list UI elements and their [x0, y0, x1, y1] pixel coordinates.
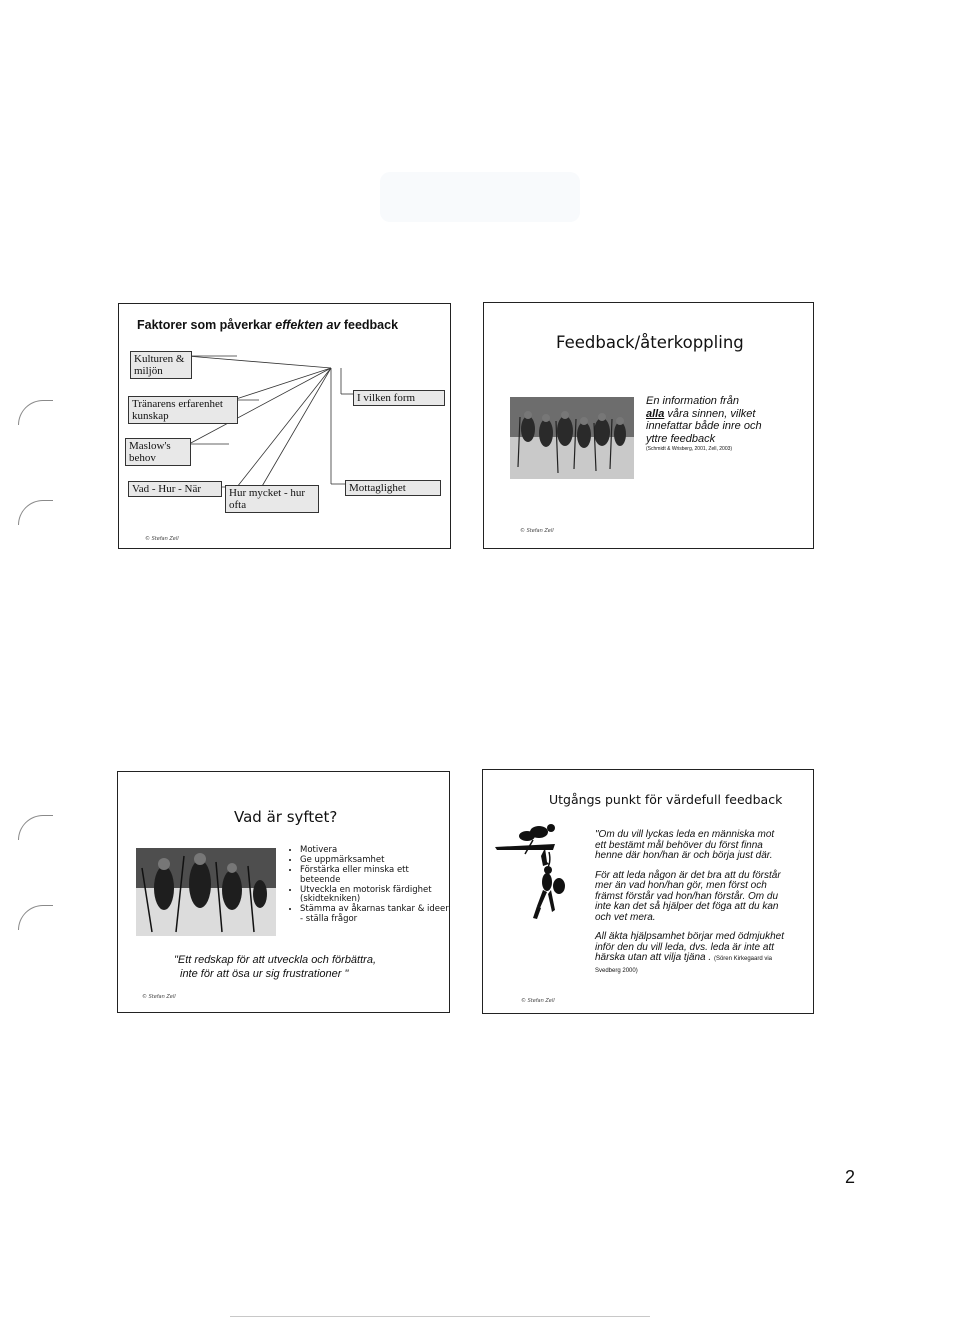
page-number: 2 — [845, 1167, 856, 1187]
slide-copyright: © Stefan Zell — [521, 998, 555, 1004]
kierkegaard-quote: "Om du vill lyckas leda en människa mot ett bestämt mål behöver du först finna henne där hon/han är och börja just där. För att leda någon är det bra att du förstår mer än vad hon/han gör, men först och främst förstår vad hon/han förstår. Om du inte kan det så hjälper det föga att du kan och vet mera. All äkta hjälpsamhet börjar med ödmjukhet inför den du vill leda, dvs. leda är inte att härska utan att vilja tjäna . (Sören Kirkegaard via Svedberg 2000) — [595, 829, 784, 974]
list-item: • Ge uppmärksamhet — [300, 856, 450, 866]
slide-title: Utgångs punkt för värdefull feedback — [549, 792, 783, 807]
slide-copyright: © Stefan Zell — [145, 536, 179, 542]
skiers-group-photo — [510, 397, 634, 479]
box-i-vilken-form: I vilken form — [353, 390, 445, 406]
slide-starting-point — [482, 769, 814, 1014]
box-hur-mycket: Hur mycket - hur ofta — [225, 485, 319, 513]
slide-quote: "Ett redskap för att utveckla och förbättra, inte för att ösa ur sig frustrationer " — [174, 954, 377, 980]
list-item: • Utveckla en motorisk färdighet (skidtekniken) — [300, 886, 450, 905]
climbers-illustration — [493, 820, 579, 930]
scan-bottom-edge — [230, 1316, 650, 1317]
slide-factors — [118, 303, 451, 549]
skiers-photo — [136, 848, 276, 936]
binder-hole-mark — [18, 815, 53, 840]
box-maslow: Maslow's behov — [125, 438, 191, 466]
purpose-list — [286, 846, 450, 925]
slide-purpose — [117, 771, 450, 1013]
binder-hole-mark — [18, 500, 53, 525]
list-item: • Motivera — [300, 846, 450, 856]
binder-hole-mark — [18, 905, 53, 930]
slide-title: Faktorer som påverkar effekten av feedback — [137, 318, 399, 332]
box-tranarens: Tränarens erfarenhet kunskap — [128, 396, 238, 424]
box-kulturen: Kulturen & miljön — [130, 351, 192, 379]
slide-feedback — [483, 302, 814, 549]
box-mottaglighet: Mottaglighet — [345, 480, 441, 496]
scan-smudge — [380, 172, 580, 222]
slide-title: Vad är syftet? — [234, 808, 338, 826]
box-vad-hur-nar: Vad - Hur - När — [128, 481, 222, 497]
slide-copyright: © Stefan Zell — [520, 528, 554, 534]
list-item: • Stämma av åkarnas tankar & ideer - ställa frågor — [300, 905, 450, 924]
slide-copyright: © Stefan Zell — [142, 994, 176, 1000]
list-item: • Förstärka eller minska ett beteende — [300, 866, 450, 885]
binder-hole-mark — [18, 400, 53, 425]
slide-title: Feedback/återkoppling — [556, 333, 744, 352]
feedback-definition: En information från alla våra sinnen, vilket innefattar både inre och yttre feedback (Schmidt & Wrisberg, 2001, Zell, 2003) — [646, 395, 762, 452]
